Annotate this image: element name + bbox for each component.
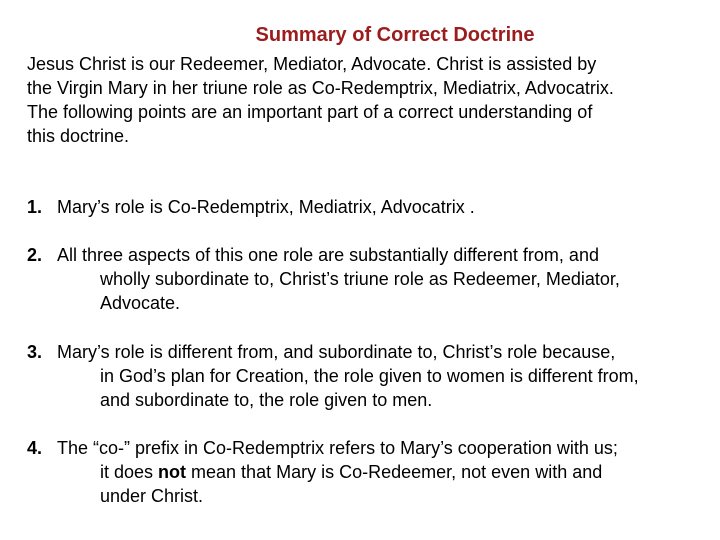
point-first-line (27, 436, 717, 460)
intro-line: this doctrine. (27, 126, 130, 146)
point-2 (27, 243, 717, 315)
point-continuation: wholly subordinate to, Christ’s triune role as Redeemer, Mediator, (100, 269, 620, 289)
point-first-line (27, 340, 717, 364)
intro-line: The following points are an important part of a correct understanding of (27, 102, 593, 122)
point-number: 2. (27, 245, 43, 265)
point-continuation (27, 460, 717, 484)
point-3 (27, 340, 717, 412)
point-4 (27, 436, 717, 508)
point-number: 3. (27, 342, 43, 362)
point-continuation: in God’s plan for Creation, the role given to women is different from, (100, 366, 639, 386)
intro-line: Jesus Christ is our Redeemer, Mediator, Advocate. Christ is assisted by (27, 54, 597, 74)
point-continuation: under Christ. (100, 486, 204, 506)
point-text: Mary’s role is Co-Redemptrix, Mediatrix, Advocatrix . (57, 197, 475, 217)
intro-line: the Virgin Mary in her triune role as Co-Redemptrix, Mediatrix, Advocatrix. (27, 78, 614, 98)
point-text: All three aspects of this one role are substantially different from, and (57, 245, 599, 265)
point-number: 1. (27, 197, 43, 217)
slide-title: Summary of Correct Doctrine (255, 24, 535, 46)
point-text: Mary’s role is different from, and subordinate to, Christ’s role because, (57, 342, 616, 362)
point-continuation: Advocate. (100, 293, 181, 313)
point-text: mean that Mary is Co-Redeemer, not even with and (186, 462, 603, 482)
emphasis-text: not (158, 462, 187, 482)
point-text: The “co-” prefix in Co-Redemptrix refers to Mary’s cooperation with us; (57, 438, 618, 458)
point-first-line (27, 243, 717, 267)
point-continuation: and subordinate to, the role given to men. (100, 390, 433, 410)
point-first-line (27, 195, 717, 219)
point-number: 4. (27, 438, 43, 458)
point-text: it does (100, 462, 159, 482)
point-1 (27, 195, 717, 219)
intro-paragraph (27, 52, 717, 148)
